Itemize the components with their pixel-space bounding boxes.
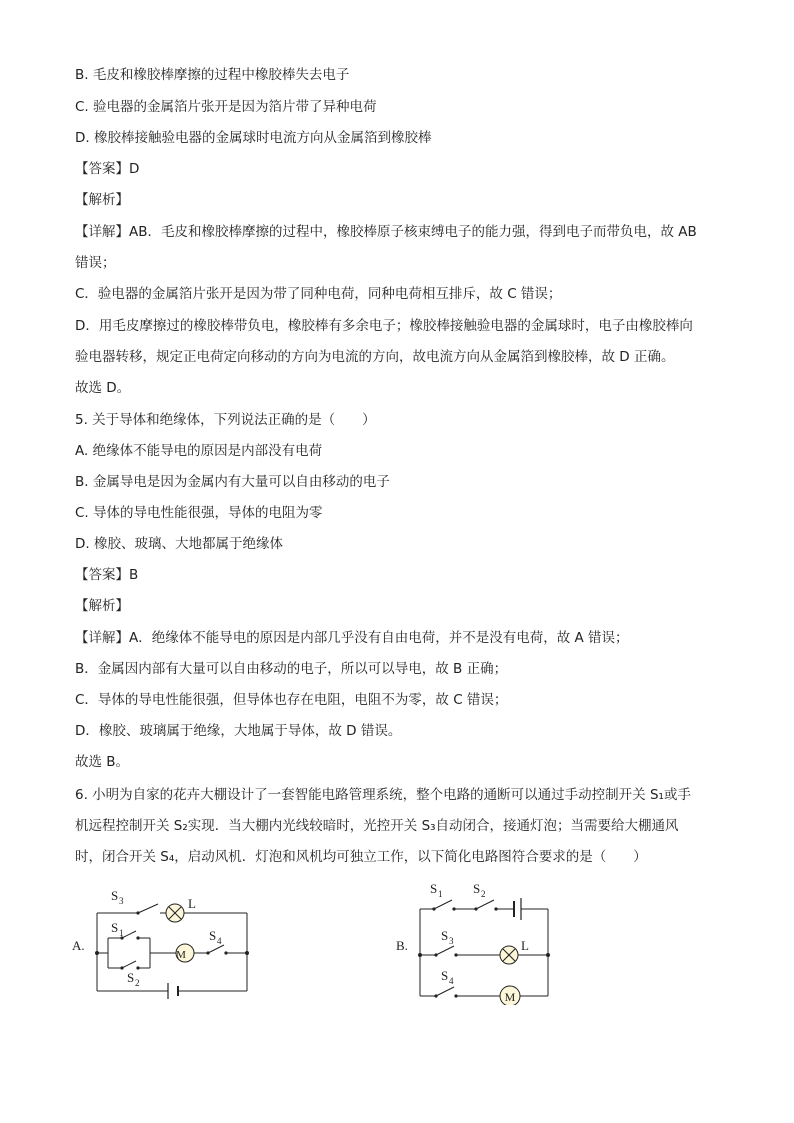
- switch-label-s3-sub: 3: [119, 896, 124, 906]
- motor-icon: M: [504, 990, 516, 1004]
- switch-label-s3-sub: 3: [449, 936, 454, 946]
- q5-answer: 【答案】B: [75, 567, 139, 583]
- lamp-label: L: [188, 896, 196, 911]
- switch-label-s1-sub: 1: [119, 928, 124, 938]
- lamp-label: L: [521, 938, 529, 953]
- q5-analysis-heading: 【解析】: [75, 598, 129, 614]
- q5-detail: B．金属因内部有大量可以自由移动的电子，所以可以导电，故 B 正确；: [75, 661, 508, 677]
- q5-option-c: C. 导体的导电性能很强，导体的电阻为零: [75, 505, 323, 521]
- q4-answer: 【答案】D: [75, 161, 140, 177]
- option-label: B.: [396, 938, 408, 953]
- q5-option-a: A. 绝缘体不能导电的原因是内部没有电荷: [75, 443, 323, 459]
- switch-label-s3: S: [441, 928, 449, 943]
- q4-option-b: B. 毛皮和橡胶棒摩擦的过程中橡胶棒失去电子: [75, 67, 350, 83]
- switch-label-s2: S: [127, 970, 135, 985]
- circuit-diagram-b: [390, 880, 565, 1005]
- switch-label-s4-sub: 4: [449, 976, 454, 986]
- q4-option-c: C. 验电器的金属箔片张开是因为箔片带了异种电荷: [75, 99, 377, 115]
- switch-label-s2-sub: 2: [135, 978, 140, 988]
- q6-stem: 时，闭合开关 S₄，启动风机．灯泡和风机均可独立工作，以下简化电路图符合要求的是（ ）: [75, 849, 647, 865]
- motor-icon: M: [176, 949, 186, 961]
- circuit-diagram-a: [60, 880, 260, 1005]
- q4-detail: 【详解】AB．毛皮和橡胶棒摩擦的过程中，橡胶棒原子核束缚电子的能力强，得到电子而带负电，故 AB: [75, 224, 697, 240]
- q4-detail: 验电器转移，规定正电荷定向移动的方向为电流的方向，故电流方向从金属箔到橡胶棒，故 D 正确。: [75, 349, 675, 365]
- switch-label-s4: S: [209, 928, 217, 943]
- switch-label-s4-sub: 4: [217, 936, 222, 946]
- q5-stem: 5. 关于导体和绝缘体，下列说法正确的是（ ）: [75, 412, 376, 428]
- q6-stem: 机远程控制开关 S₂实现．当大棚内光线较暗时，光控开关 S₃自动闭合，接通灯泡；当需要给大棚通风: [75, 818, 679, 834]
- switch-label-s4: S: [441, 968, 449, 983]
- q5-detail: D．橡胶、玻璃属于绝缘，大地属于导体，故 D 错误。: [75, 723, 402, 739]
- switch-label-s3: S: [111, 888, 119, 903]
- q5-option-d: D. 橡胶、玻璃、大地都属于绝缘体: [75, 536, 283, 552]
- switch-label-s1: S: [430, 881, 438, 896]
- q5-detail: C．导体的导电性能很强，但导体也存在电阻，电阻不为零，故 C 错误；: [75, 692, 508, 708]
- circuit-a-svg: [60, 880, 260, 1005]
- switch-label-s1: S: [111, 920, 119, 935]
- switch-label-s1-sub: 1: [438, 889, 443, 899]
- q4-detail: C．验电器的金属箔片张开是因为带了同种电荷，同种电荷相互排斥，故 C 错误；: [75, 286, 562, 302]
- q5-detail: 【详解】A．绝缘体不能导电的原因是内部几乎没有自由电荷，并不是没有电荷，故 A 错误；: [75, 630, 629, 646]
- q4-detail: 错误；: [75, 255, 116, 271]
- option-label: A.: [72, 938, 85, 953]
- q4-analysis-heading: 【解析】: [75, 192, 129, 208]
- q5-option-b: B. 金属导电是因为金属内有大量可以自由移动的电子: [75, 474, 390, 490]
- q4-conclusion: 故选 D。: [75, 380, 131, 396]
- q6-stem: 6. 小明为自家的花卉大棚设计了一套智能电路管理系统，整个电路的通断可以通过手动控制开关 S₁或手: [75, 787, 691, 803]
- q5-conclusion: 故选 B。: [75, 754, 130, 770]
- switch-label-s2: S: [473, 881, 481, 896]
- q4-detail: D．用毛皮摩擦过的橡胶棒带负电，橡胶棒有多余电子；橡胶棒接触验电器的金属球时，电子由橡胶棒向: [75, 318, 693, 334]
- circuit-b-svg: [390, 880, 565, 1005]
- switch-label-s2-sub: 2: [481, 889, 486, 899]
- q4-option-d: D. 橡胶棒接触验电器的金属球时电流方向从金属箔到橡胶棒: [75, 130, 432, 146]
